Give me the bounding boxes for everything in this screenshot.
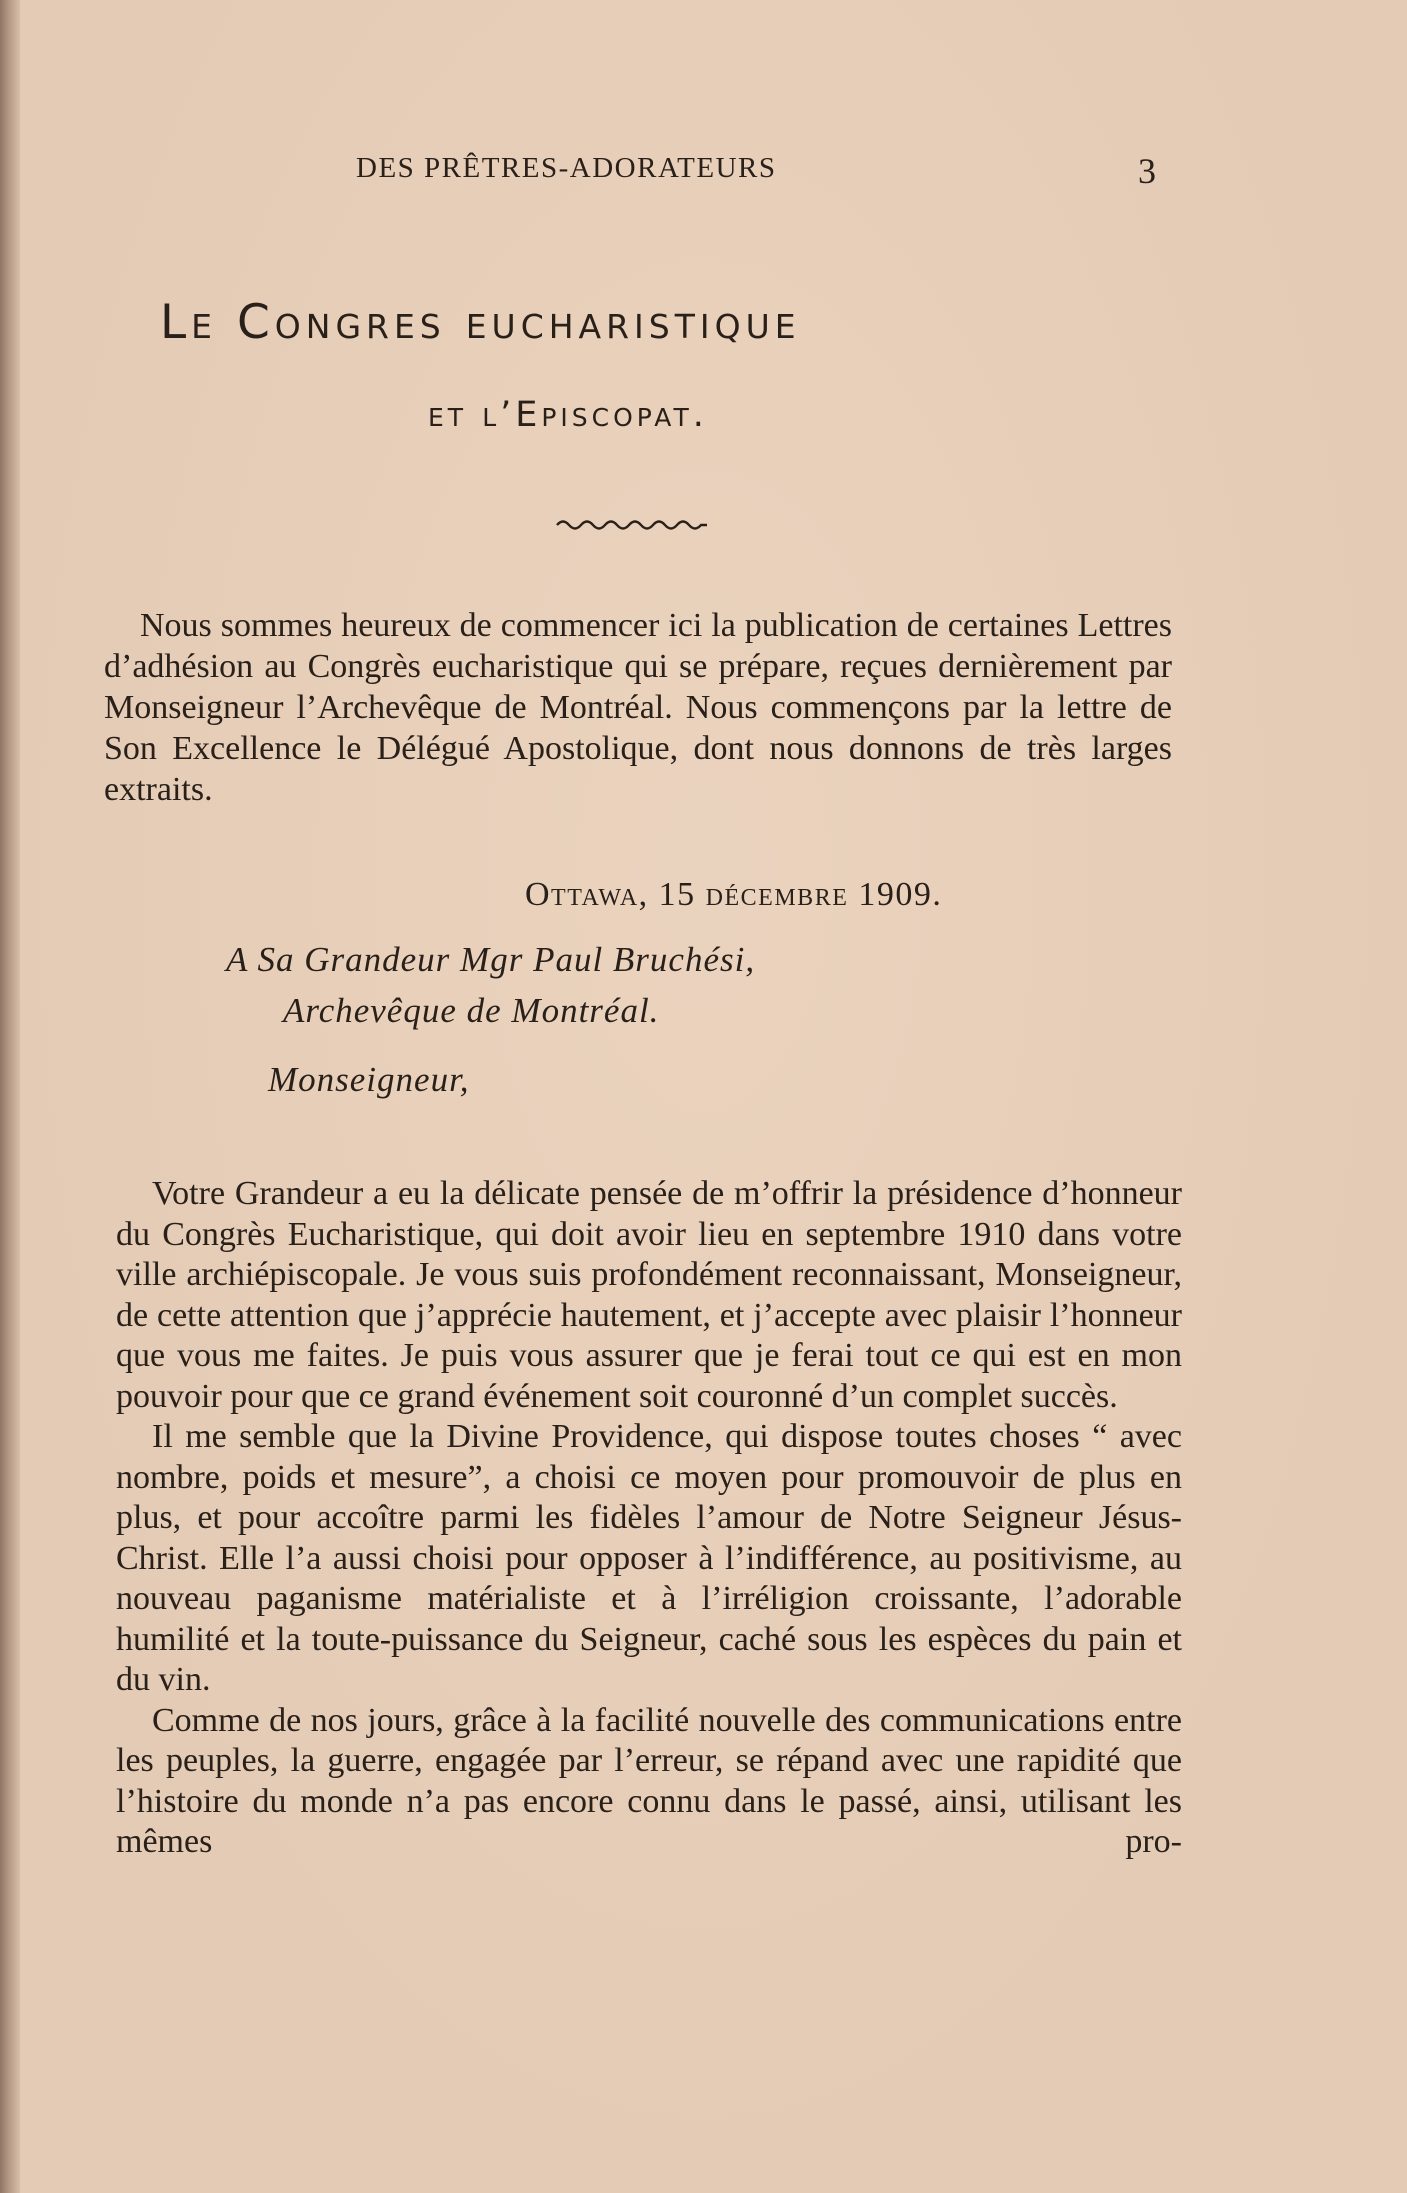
letter-addressee: A Sa Grandeur Mgr Paul Bruchési, <box>226 940 756 979</box>
letter-paragraph: Comme de nos jours, grâce à la facilité nouvelle des communications entre les peuples, la guerre, engagée par l’erreur, se répand avec une rapidité que l’histoire du monde n’a pas encore connu dans le passé, ainsi, utilisant les mêmes pro- <box>116 1701 1182 1860</box>
letter-paragraph: Votre Grandeur a eu la délicate pensée de m’offrir la présidence d’honneur du Congrès Eucharistique, qui doit avoir lieu en septembre 1910 dans votre ville archiépiscopale. Je vous suis profondément reconnaissant, Monseigneur, de cette attention que j’apprécie hautement, et j’accepte avec plaisir l’honneur que vous me faites. Je puis vous assurer que je ferai tout ce qui est en mon pouvoir pour que ce grand événement soit couronné d’un complet succès. <box>116 1175 1182 1415</box>
letter-salutation: Monseigneur, <box>268 1060 470 1099</box>
letter-dateline: Ottawa, 15 décembre 1909. <box>525 876 943 913</box>
letter-addressee-title: Archevêque de Montréal. <box>283 991 660 1030</box>
running-head: DES PRÊTRES-ADORATEURS <box>356 152 777 184</box>
article-subtitle: et l’Episcopat. <box>428 395 708 435</box>
intro-paragraph: Nous sommes heureux de commencer ici la publication de certaines Lettres d’adhésion au Congrès eucharistique qui se prépare, reçues dernièrement par Monseigneur l’Archevêque de Montréal. Nous commençons par la lettre de Son Excellence le Délégué Apostolique, dont nous donnons de très larges extraits. <box>104 607 1172 808</box>
letter-paragraph: Il me semble que la Divine Providence, qui dispose toutes choses “ avec nombre, poids et mesure”, a choisi ce moyen pour promouvoir de plus en plus, et pour accoître parmi les fidèles l’amour de Notre Seigneur Jésus-Christ. Elle l’a aussi choisi pour opposer à l’indifférence, au positivisme, au nouveau paganisme matérialiste et à l’irréligion croissante, l’adorable humilité et la toute-puissance du Seigneur, caché sous les espèces du pain et du vin. <box>116 1418 1182 1698</box>
article-title: Le Congres eucharistique <box>160 295 801 350</box>
wavy-rule-ornament <box>555 515 709 535</box>
page-number: 3 <box>1138 151 1156 191</box>
letter-body <box>116 1174 1182 1863</box>
